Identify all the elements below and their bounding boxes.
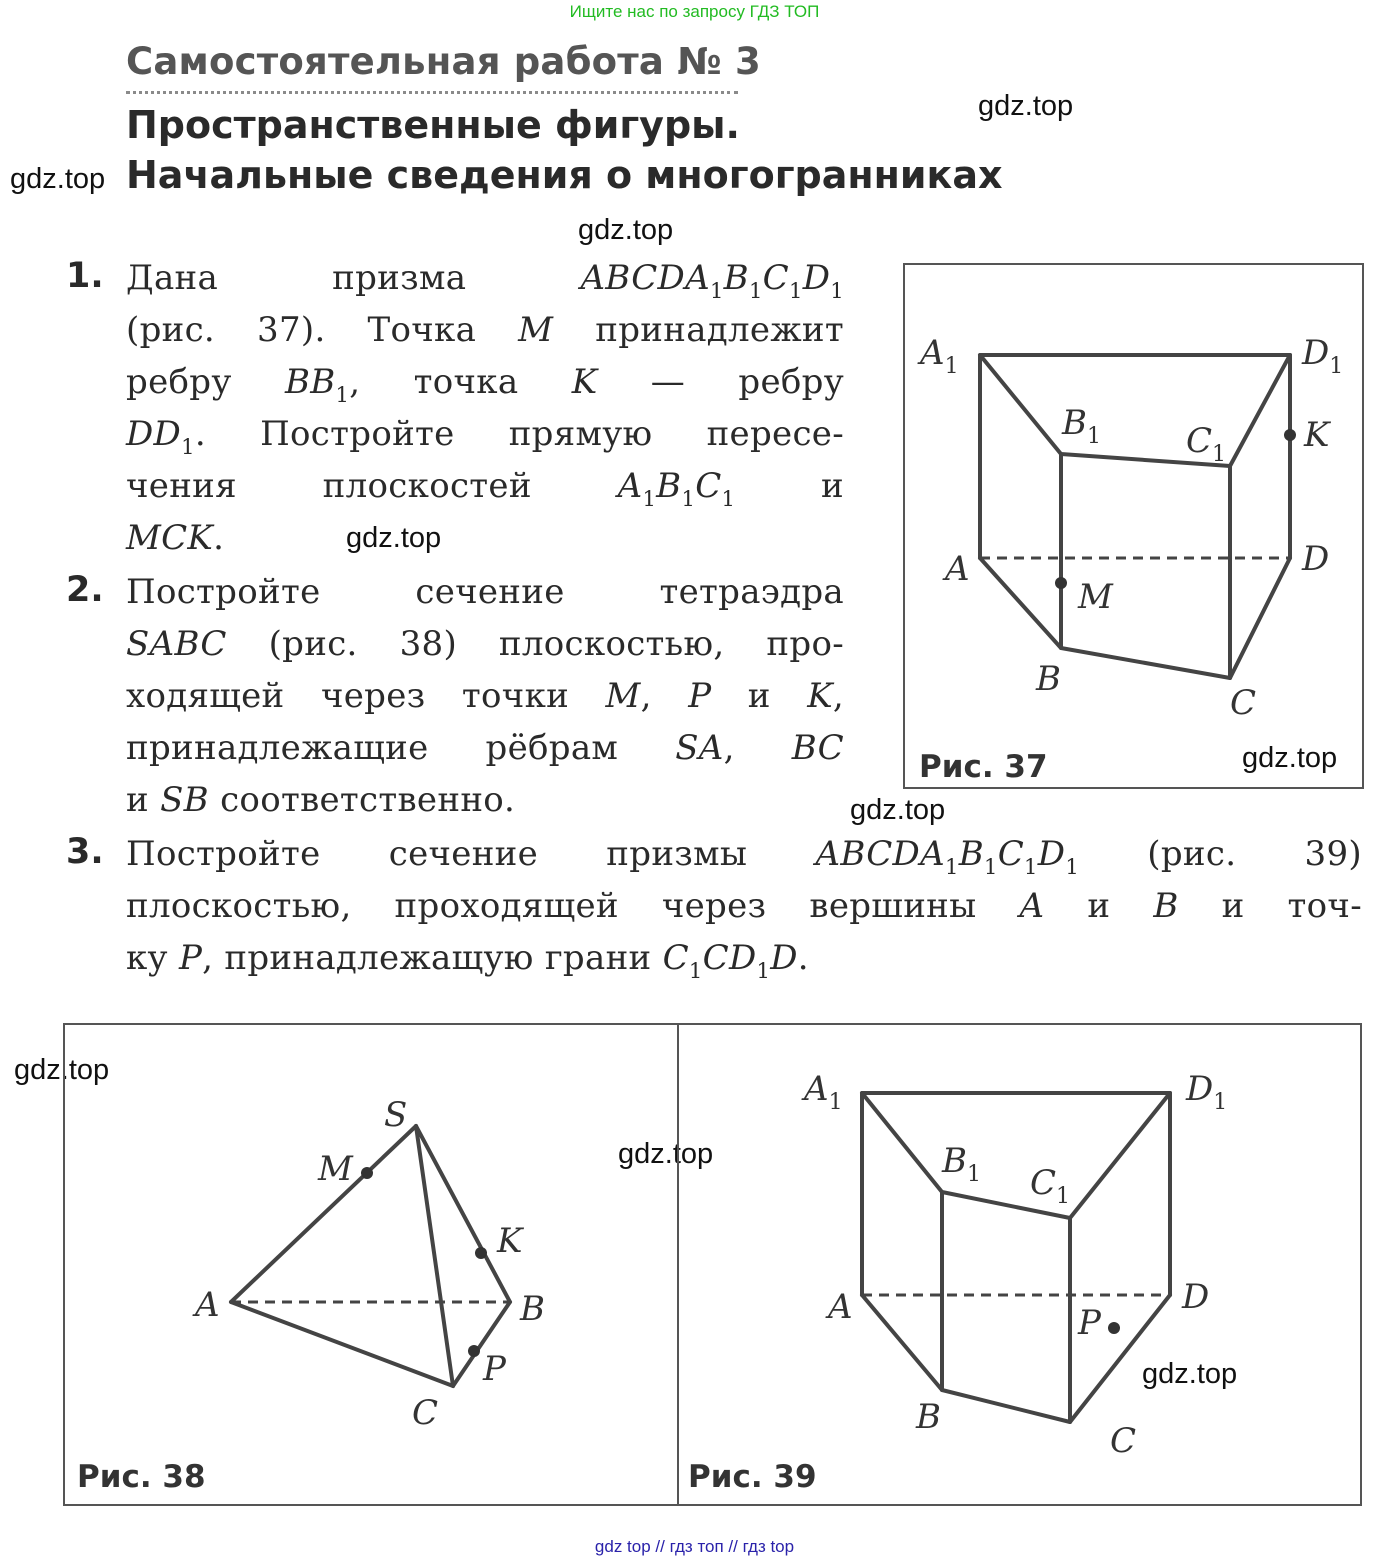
watermark: gdz.top [850, 794, 946, 826]
label-m: M [318, 1149, 353, 1189]
label-c: C [1230, 683, 1257, 723]
task-1-line: MCK. [126, 518, 225, 558]
point-m [361, 1167, 373, 1179]
figures-38-39-drawing [65, 1025, 1360, 1504]
point-k [475, 1247, 487, 1259]
figure-38-caption: Рис. 38 [77, 1459, 206, 1495]
watermark: gdz.top [346, 522, 442, 554]
label-d: D [1182, 1277, 1210, 1317]
label-a1: $A_1$ [804, 1069, 843, 1115]
point-m [1055, 577, 1067, 589]
label-a: A [195, 1285, 220, 1325]
label-a: A [945, 549, 970, 589]
task-number-1: 1. [66, 256, 104, 296]
label-p: P [483, 1349, 506, 1389]
label-b1: $B_1$ [942, 1141, 981, 1187]
task-1-line: чения плоскостей $A_1B_1C_1$ и [126, 466, 844, 511]
task-2-line: SABC (рис. 38) плоскостью, про- [126, 624, 844, 664]
watermark: gdz.top [1142, 1358, 1238, 1390]
task-1-line: Дана призма $ABCDA_1B_1C_1D_1$ [126, 258, 844, 303]
task-2-line: принадлежащие рёбрам SA, BC [126, 728, 844, 768]
top-banner: Ищите нас по запросу ГДЗ ТОП [569, 2, 820, 21]
label-a: A [828, 1287, 853, 1327]
figure-37-caption: Рис. 37 [919, 749, 1048, 785]
task-2-line: Постройте сечение тетраэдра [126, 572, 844, 612]
label-k: K [497, 1221, 523, 1261]
label-d1: $D_1$ [1302, 333, 1344, 379]
task-1-line: (рис. 37). Точка M принадлежит [126, 310, 844, 350]
label-k: K [1304, 415, 1330, 455]
topic-title-line2: Начальные сведения о многогранниках [126, 153, 1003, 197]
task-3-line: ку P, принадлежащую грани $C_1CD_1D$. [126, 938, 809, 983]
label-c1: $C_1$ [1186, 421, 1227, 467]
watermark: gdz.top [1242, 742, 1338, 774]
watermark: gdz.top [618, 1138, 714, 1170]
label-d1: $D_1$ [1186, 1069, 1228, 1115]
point-k [1284, 429, 1296, 441]
label-d: D [1302, 539, 1330, 579]
prism-edges [862, 1093, 1170, 1422]
point-p [1108, 1322, 1120, 1334]
task-number-3: 3. [66, 832, 104, 872]
label-b1: $B_1$ [1062, 403, 1101, 449]
label-b: B [916, 1397, 941, 1437]
task-3-line: плоскостью, проходящей через вершины A и B и точ- [126, 886, 1362, 926]
point-p [468, 1345, 480, 1357]
watermark: gdz.top [578, 214, 674, 246]
task-number-2: 2. [66, 570, 104, 610]
label-a1: $A_1$ [920, 333, 959, 379]
bottom-banner: gdz top // гдз топ // гдз top [594, 1537, 795, 1556]
figure-37 [903, 263, 1364, 789]
label-b: B [520, 1289, 545, 1329]
task-2-line: ходящей через точки M, P и K, [126, 676, 845, 716]
watermark: gdz.top [978, 90, 1074, 122]
label-c: C [412, 1393, 439, 1433]
label-m: M [1078, 577, 1113, 617]
task-1-line: $DD_1$. Постройте прямую пересе- [126, 414, 844, 459]
watermark: gdz.top [10, 163, 106, 195]
task-3-line: Постройте сечение призмы $ABCDA_1B_1C_1D_1$ (рис. 39) [126, 834, 1362, 879]
figure-39-caption: Рис. 39 [688, 1459, 817, 1495]
tetrahedron-edges [231, 1126, 510, 1386]
label-s: S [384, 1095, 408, 1135]
watermark: gdz.top [14, 1054, 110, 1086]
task-2-line: и SB соответственно. [126, 780, 516, 820]
label-c1: $C_1$ [1030, 1163, 1071, 1209]
label-b: B [1036, 659, 1061, 699]
label-c: C [1110, 1421, 1137, 1461]
figure-37-drawing [905, 265, 1362, 787]
top-face-edges [980, 355, 1290, 466]
task-1-line: ребру $BB_1$, точка K — ребру [126, 362, 844, 407]
title-divider [126, 91, 738, 94]
work-title: Самостоятельная работа № 3 [126, 40, 761, 83]
label-p: P [1078, 1303, 1101, 1343]
topic-title-line1: Пространственные фигуры. [126, 103, 740, 147]
